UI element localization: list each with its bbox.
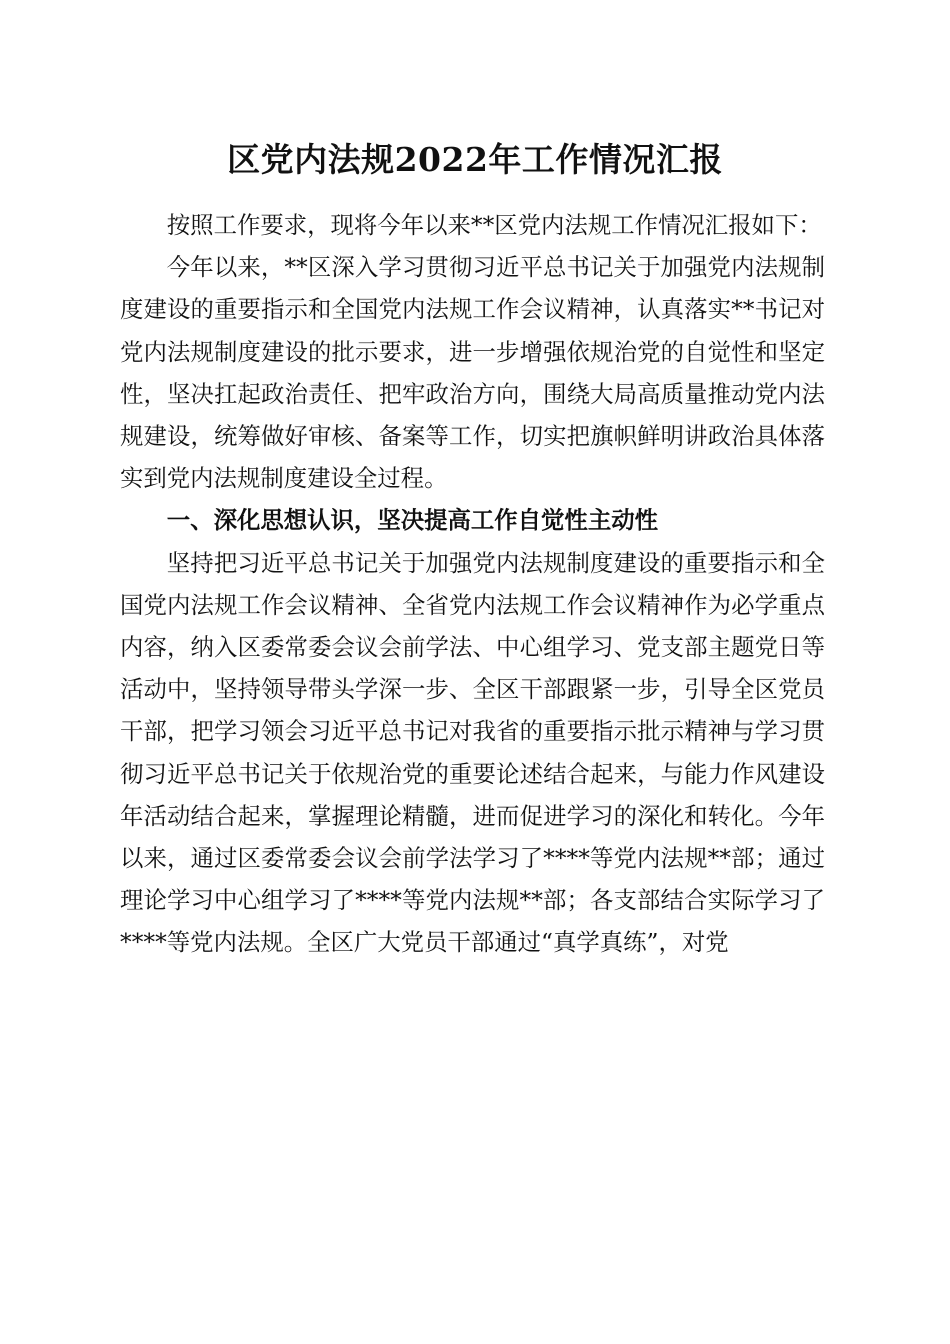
overview-paragraph: 今年以来，**区深入学习贯彻习近平总书记关于加强党内法规制度建设的重要指示和全国党内法规工作会议精神，认真落实**书记对党内法规制度建设的批示要求，进一步增强依规治党的自觉性和坚定性，坚决扛起政治责任、把牢政治方向，围绕大局高质量推动党内法规建设，统筹做好审核、备案等工作，切实把旗帜鲜明讲政治具体落实到党内法规制度建设全过程。 <box>120 253 825 493</box>
intro-paragraph: 按照工作要求，现将今年以来**区党内法规工作情况汇报如下： <box>166 211 822 239</box>
document-title: 区党内法规2022年工作情况汇报 <box>227 140 723 179</box>
section-1-paragraph: 坚持把习近平总书记关于加强党内法规制度建设的重要指示和全国党内法规工作会议精神、全省党内法规工作会议精神作为必学重点内容，纳入区委常委会议会前学法、中心组学习、党支部主题党日等活动中，坚持领导带头学深一步、全区干部跟紧一步，引导全区党员干部，把学习领会习近平总书记对我省的重要指示批示精神与学习贯彻习近平总书记关于依规治党的重要论述结合起来，与能力作风建设年活动结合起来，掌握理论精髓，进而促进学习的深化和转化。今年以来，通过区委常委会议会前学法学习了****等党内法规**部；通过理论学习中心组学习了****等党内法规**部；各支部结合实际学习了****等党内法规。全区广大党员干部通过“真学真练”，对党 <box>120 548 825 957</box>
document-body <box>120 204 825 964</box>
section-heading-1: 一、深化思想认识，坚决提高工作自觉性主动性 <box>166 506 658 535</box>
